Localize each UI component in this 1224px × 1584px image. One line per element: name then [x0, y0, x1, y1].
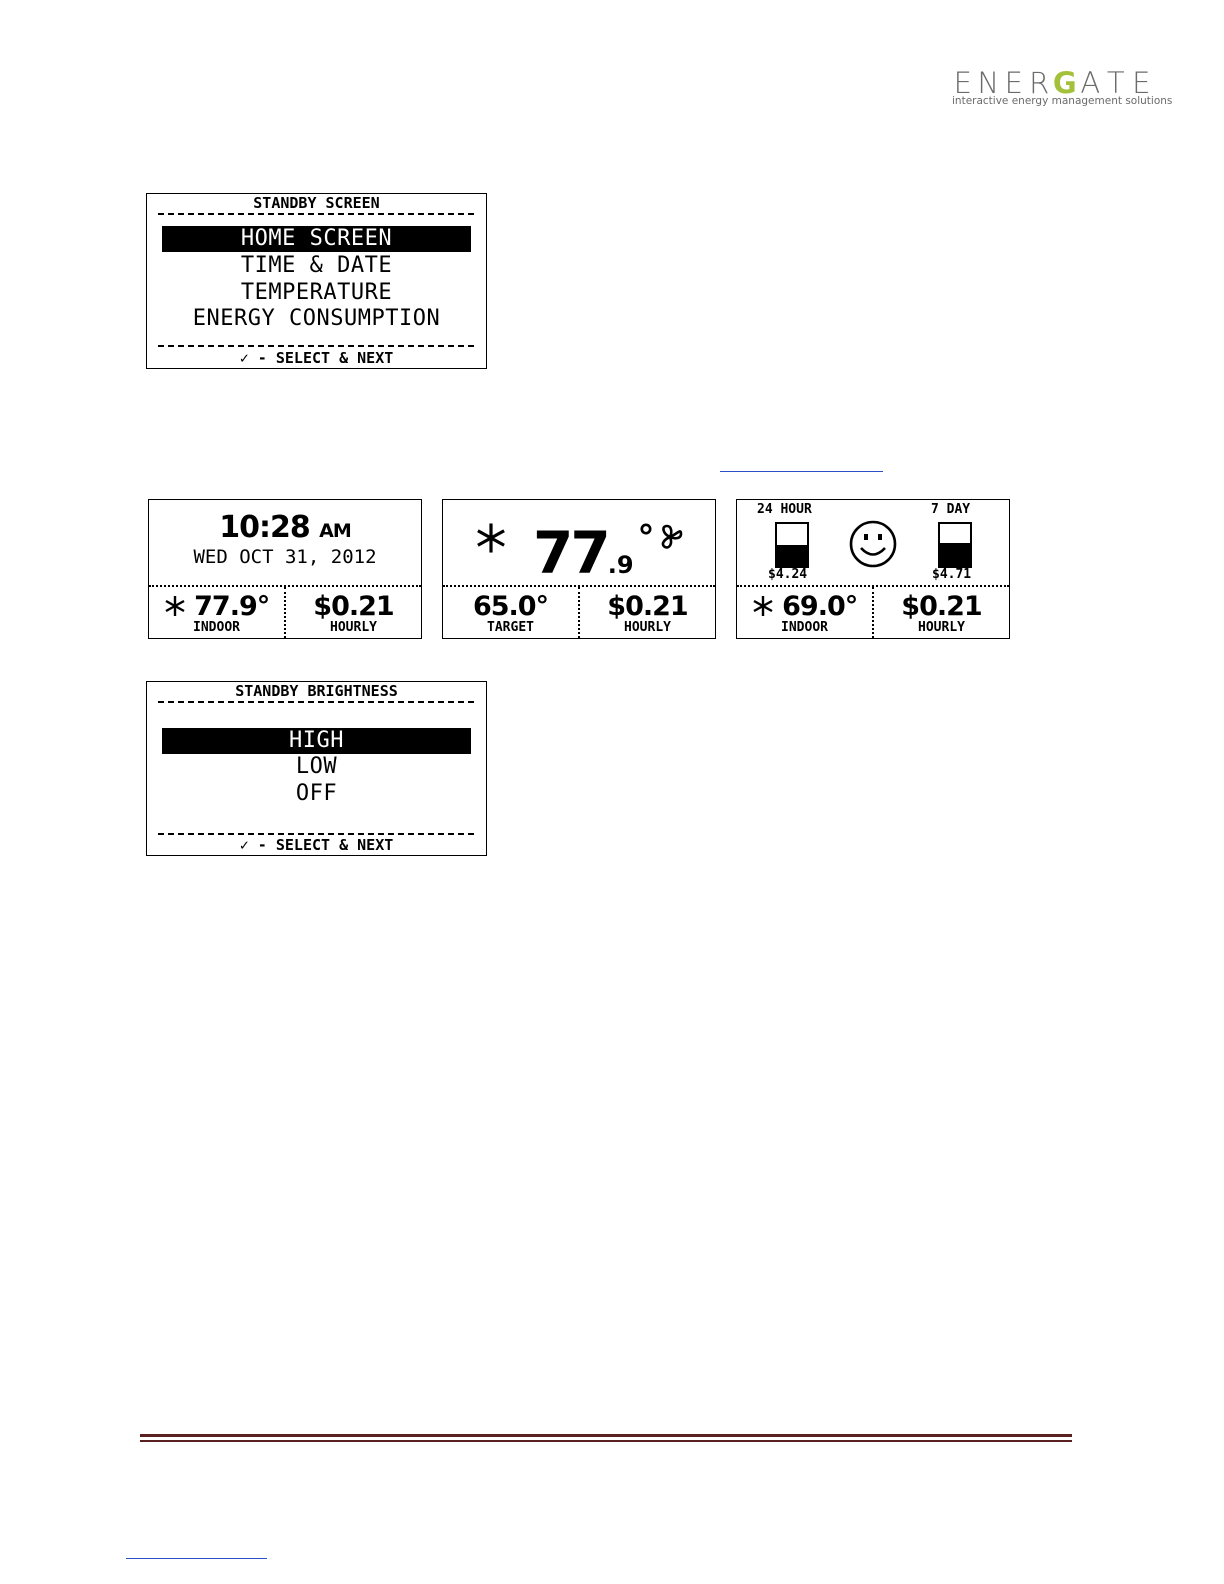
menu-footer-hint: ✓ - SELECT & NEXT [239, 836, 394, 854]
menu-item-low[interactable]: LOW [295, 754, 338, 779]
menu-title: STANDBY SCREEN [253, 194, 380, 212]
menu-item-high[interactable]: HIGH [162, 728, 471, 754]
clock-display [149, 510, 421, 545]
menu-item-time-date[interactable]: TIME & DATE [240, 253, 393, 278]
logo-wordmark [950, 66, 1154, 98]
snowflake-icon [752, 595, 774, 617]
logo-letter: R [1029, 66, 1050, 100]
indoor-temp-cell [149, 587, 284, 638]
indoor-temp-cell [737, 587, 872, 638]
hourly-cost-label: HOURLY [330, 620, 377, 635]
date-display: WED OCT 31, 2012 [193, 546, 377, 568]
standby-screen-menu [146, 193, 487, 369]
logo-letter: E [1004, 66, 1023, 100]
menu-item-home-screen[interactable]: HOME SCREEN [162, 226, 471, 252]
clock-ampm: AM [319, 520, 351, 542]
divider [158, 213, 474, 215]
fan-icon [657, 524, 683, 550]
target-temp-label: TARGET [487, 620, 534, 635]
indoor-temp-row [149, 591, 284, 623]
indoor-temp-value: 77.9° [194, 591, 270, 622]
hourly-cost-value: $0.21 [313, 591, 394, 622]
indoor-temp-label: INDOOR [193, 620, 240, 635]
home-screen-temperature [442, 499, 716, 639]
menu-item-temperature[interactable]: TEMPERATURE [240, 280, 393, 305]
indoor-temp-label: INDOOR [781, 620, 828, 635]
current-temp-decimal: .9 [607, 551, 634, 579]
logo-letter-accent: G [1052, 66, 1077, 100]
snowflake-icon [475, 522, 507, 554]
divider [158, 345, 474, 347]
bar-7-day-value: $4.71 [932, 567, 972, 582]
bar-7-day-fill [940, 543, 970, 566]
bar-24-hour-value: $4.24 [768, 567, 808, 582]
logo-letter: N [977, 66, 1000, 100]
clock-time: 10:28 [219, 510, 310, 545]
indoor-temp-value: 69.0° [782, 591, 858, 622]
bar-24-hour-fill [777, 545, 807, 566]
logo-tagline: interactive energy management solutions [952, 95, 1173, 107]
hourly-cost-cell [580, 587, 715, 638]
target-temp-cell [443, 587, 578, 638]
footer-rule [140, 1440, 1072, 1442]
logo-letter: T [1106, 66, 1125, 100]
hourly-cost-cell [286, 587, 421, 638]
home-screen-energy [736, 499, 1010, 639]
energate-logo [948, 66, 1173, 112]
logo-letter: A [1080, 66, 1101, 100]
standby-brightness-menu [146, 681, 487, 856]
hyperlink-underline[interactable] [720, 471, 883, 472]
logo-letter: E [953, 66, 972, 100]
footer-hyperlink-underline[interactable] [126, 1558, 267, 1559]
hourly-cost-label: HOURLY [918, 620, 965, 635]
divider [158, 833, 474, 835]
bar-24-hour-label: 24 HOUR [757, 502, 812, 517]
smiley-face-icon [848, 519, 898, 569]
bar-7-day-label: 7 DAY [931, 502, 971, 517]
bar-7-day [938, 522, 972, 568]
current-temp-display [533, 506, 652, 597]
bar-24-hour [775, 522, 809, 568]
hourly-cost-value: $0.21 [607, 591, 688, 622]
hourly-cost-cell [874, 587, 1009, 638]
home-screen-time-date [148, 499, 422, 639]
menu-title: STANDBY BRIGHTNESS [235, 682, 398, 700]
target-temp-value: 65.0° [472, 591, 549, 622]
degree-symbol: ° [637, 518, 652, 558]
snowflake-icon [164, 595, 186, 617]
hourly-cost-value: $0.21 [901, 591, 982, 622]
indoor-temp-row [737, 591, 872, 623]
logo-letter: E [1132, 66, 1151, 100]
footer-rule [140, 1434, 1072, 1437]
current-temp-whole: 77 [533, 519, 608, 587]
menu-item-off[interactable]: OFF [295, 781, 338, 806]
menu-item-energy-consumption[interactable]: ENERGY CONSUMPTION [192, 306, 441, 331]
hourly-cost-label: HOURLY [624, 620, 671, 635]
divider [158, 701, 474, 703]
menu-footer-hint: ✓ - SELECT & NEXT [239, 349, 394, 367]
